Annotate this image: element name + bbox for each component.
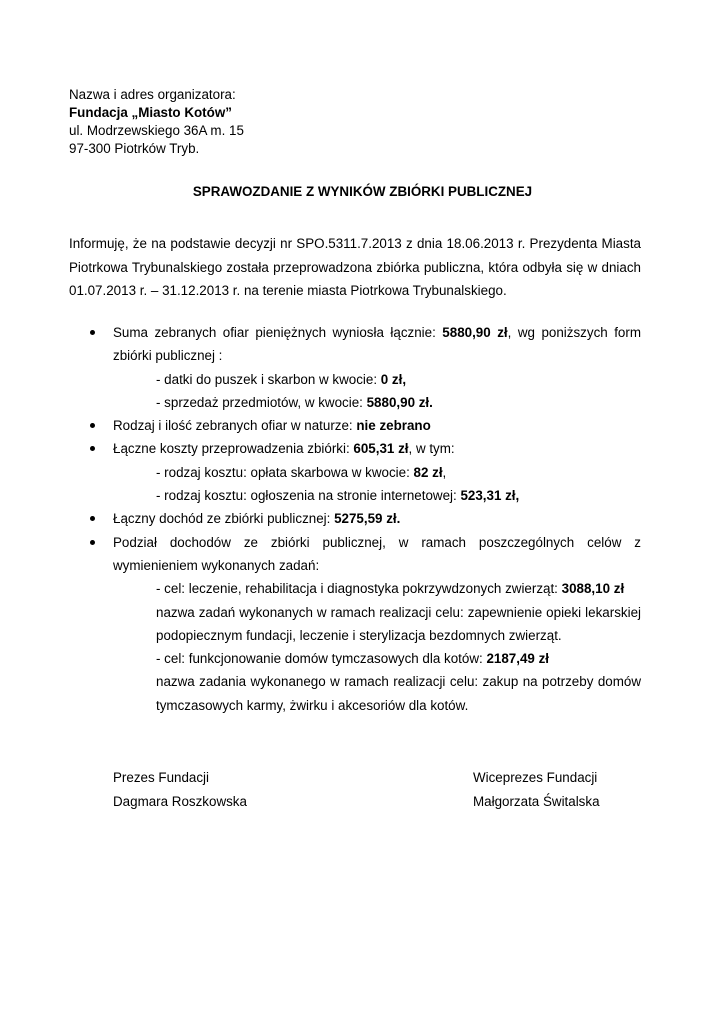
costs-after: , w tym:	[408, 441, 455, 457]
costs-text: Łączne koszty przeprowadzenia zbiórki:	[113, 441, 354, 457]
costs-sub2-amount: 523,31 zł,	[460, 488, 520, 504]
goal1-amount: 3088,10 zł	[561, 581, 625, 597]
signature-right-name: Małgorzata Świtalska	[473, 793, 600, 809]
goal2-desc-line: tymczasowych karmy, żwirku i akcesoriów dla kotów.	[156, 697, 469, 713]
sum-sub2-amount: 5880,90 zł.	[366, 394, 433, 410]
goal2-text: - cel: funkcjonowanie domów tymczasowych dla kotów:	[156, 651, 487, 667]
sum-sub1-text: - datki do puszek i skarbon w kwocie:	[156, 371, 381, 387]
sum-text: Suma zebranych ofiar pieniężnych wyniosła łącznie:	[113, 325, 443, 340]
kind-text: Rodzaj i ilość zebranych ofiar w naturze:	[113, 418, 357, 434]
organizer-block	[69, 86, 244, 158]
intro-paragraph	[69, 232, 641, 303]
goal1-desc-line: nazwa zadań wykonanych w ramach realizacji celu: zapewnienie opieki lekarskiej	[156, 604, 641, 620]
sum-sub-item-sales	[69, 391, 641, 414]
report-items-list	[69, 321, 641, 717]
division-goal1	[69, 577, 641, 600]
costs-sub1-amount: 82 zł	[413, 464, 443, 480]
goal2-amount: 2187,49 zł	[486, 651, 549, 667]
organizer-label: Nazwa i adres organizatora:	[69, 87, 236, 102]
signature-left-name: Dagmara Roszkowska	[113, 793, 247, 809]
sum-line2: zbiórki publicznej :	[113, 348, 223, 364]
signature-left-role: Prezes Fundacji	[113, 770, 210, 785]
list-item-income	[69, 507, 641, 530]
signature-right-role: Wiceprezes Fundacji	[473, 770, 598, 785]
income-text: Łączny dochód ze zbiórki publicznej:	[113, 511, 335, 527]
list-item-kind	[69, 414, 641, 437]
intro-line: Piotrkowa Trybunalskiego została przeprowadzona zbiórka publiczna, która odbyła się w dniach	[69, 259, 641, 275]
organizer-street: ul. Modrzewskiego 36A m. 15	[69, 123, 244, 138]
intro-line: Informuję, że na podstawie decyzji nr SPO.5311.7.2013 z dnia 18.06.2013 r. Prezydenta Miasta	[69, 236, 641, 251]
document-title: SPRAWOZDANIE Z WYNIKÓW ZBIÓRKI PUBLICZNEJ	[192, 184, 533, 199]
organizer-name: Fundacja „Miasto Kotów”	[69, 105, 232, 120]
goal1-desc-line: podopiecznym fundacji, leczenie i sterylizacja bezdomnych zwierząt.	[156, 627, 562, 643]
division-goal2	[69, 647, 641, 670]
list-item-division: Podział dochodów ze zbiórki publicznej, w ramach poszczególnych celów z	[69, 531, 641, 554]
list-item-sum	[69, 321, 641, 344]
list-item-costs	[69, 437, 641, 460]
costs-amount: 605,31 zł	[353, 441, 409, 457]
costs-sub1-text: - rodzaj kosztu: opłata skarbowa w kwocie:	[156, 464, 414, 480]
costs-sub1-after: ,	[442, 464, 447, 480]
costs-sub2-text: - rodzaj kosztu: ogłoszenia na stronie internetowej:	[156, 488, 461, 504]
signature-left	[113, 766, 247, 813]
signature-right	[473, 766, 600, 813]
sum-sub-item-donations	[69, 368, 641, 391]
costs-sub-item-fee	[69, 461, 641, 484]
division-line2: wymienieniem wykonanych zadań:	[113, 557, 320, 573]
goal2-desc-line: nazwa zadania wykonanego w ramach realizacji celu: zakup na potrzeby domów	[156, 674, 641, 690]
sum-sub1-amount: 0 zł,	[380, 371, 407, 387]
sum-sub2-text: - sprzedaż przedmiotów, w kwocie:	[156, 394, 367, 410]
organizer-city: 97-300 Piotrków Tryb.	[69, 141, 200, 156]
kind-value: nie zebrano	[356, 418, 431, 434]
costs-sub-item-ads	[69, 484, 641, 507]
income-amount: 5275,59 zł.	[334, 511, 401, 527]
sum-after: , wg poniższych form	[507, 325, 641, 340]
goal1-text: - cel: leczenie, rehabilitacja i diagnostyka pokrzywdzonych zwierząt:	[156, 581, 562, 597]
sum-amount: 5880,90 zł	[442, 325, 508, 340]
intro-line: 01.07.2013 r. – 31.12.2013 r. na terenie miasta Piotrkowa Trybunalskiego.	[69, 283, 507, 298]
